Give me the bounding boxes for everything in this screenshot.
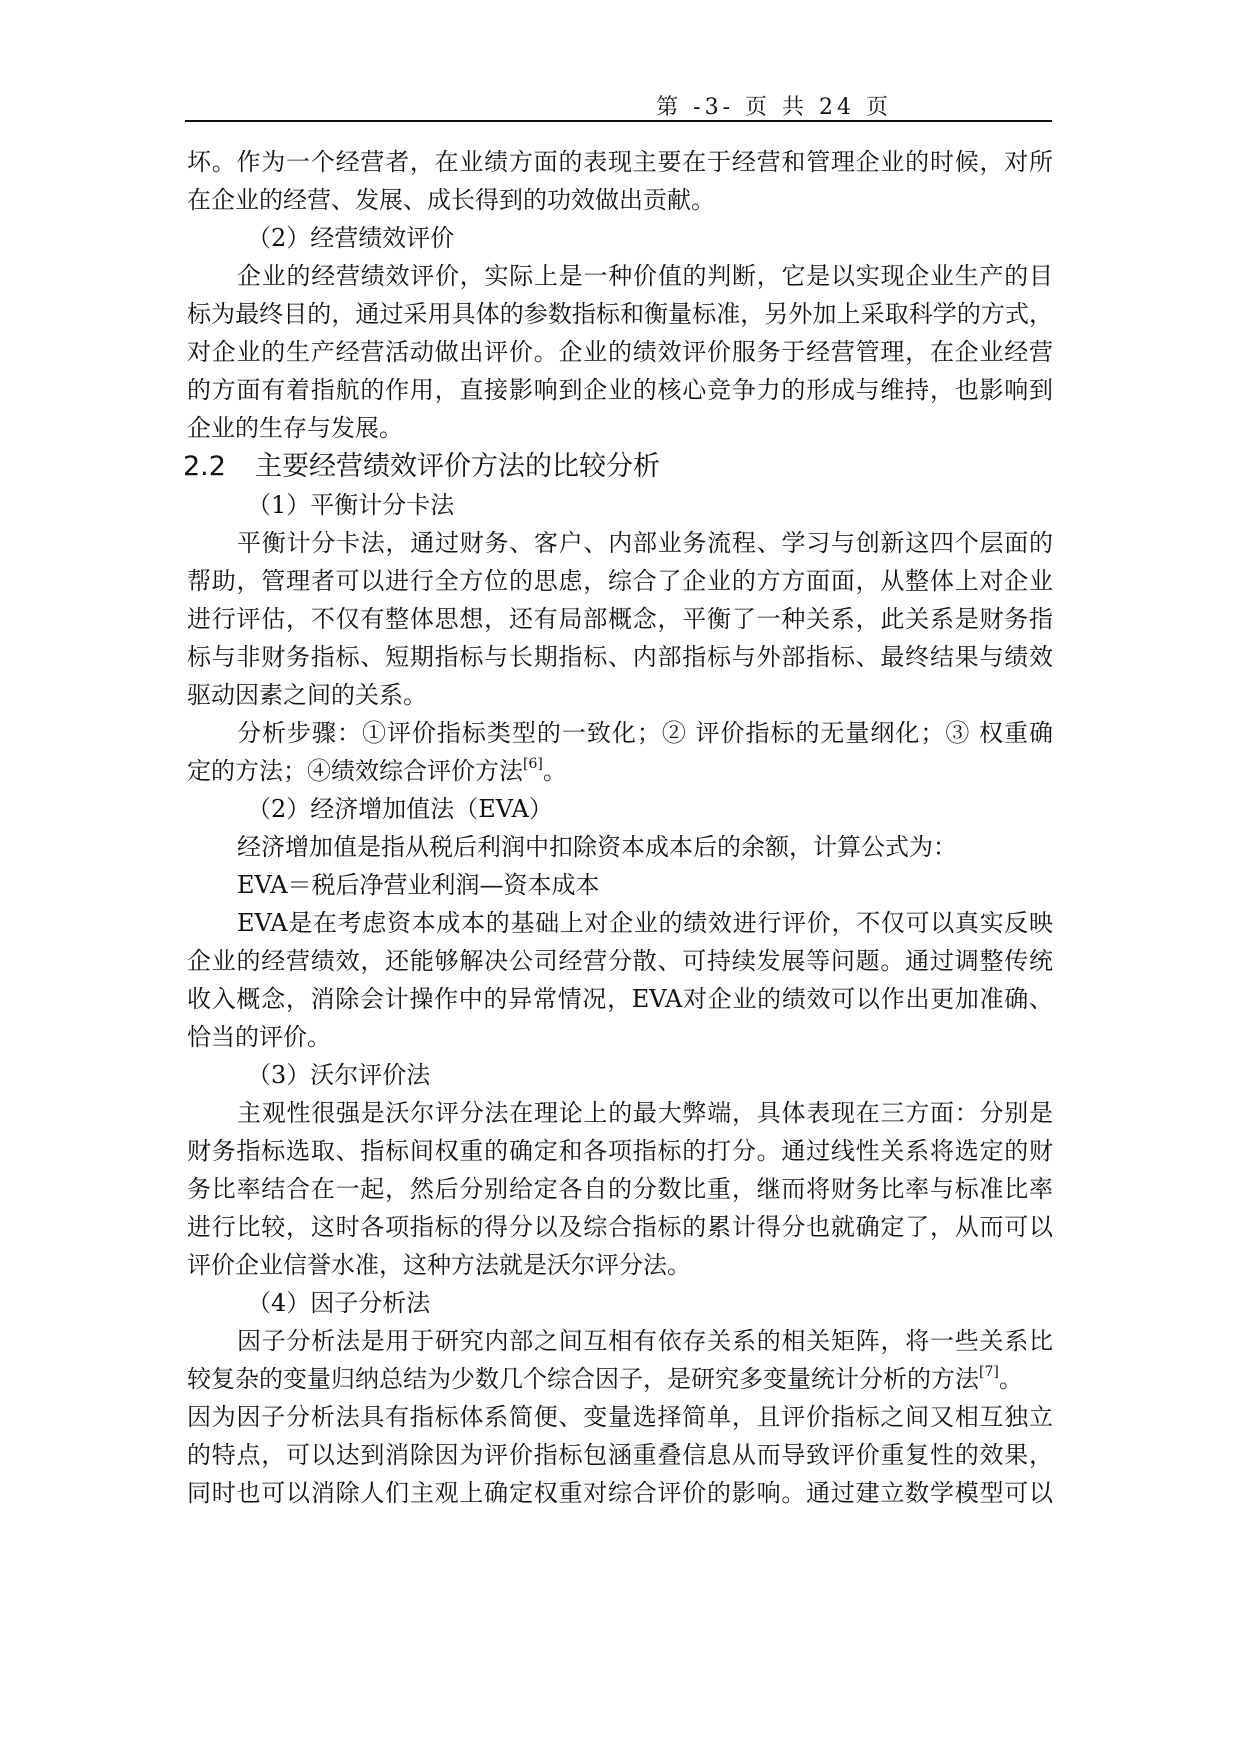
paragraph-line: 企业的生存与发展。 — [187, 414, 403, 442]
paragraph-line: 的方面有着指航的作用，直接影响到企业的核心竞争力的形成与维持，也影响到 — [187, 376, 1053, 404]
subheading-balanced-scorecard: （1）平衡计分卡法 — [247, 491, 455, 519]
subheading-wall-method: （3）沃尔评价法 — [247, 1061, 431, 1089]
paragraph-line: 经济增加值是指从税后利润中扣除资本成本后的余额，计算公式为： — [237, 833, 957, 861]
paragraph-line: 帮助，管理者可以进行全方位的思虑，综合了企业的方方面面，从整体上对企业 — [187, 567, 1053, 595]
paragraph-line: EVA是在考虑资本成本的基础上对企业的绩效进行评价，不仅可以真实反映 — [237, 909, 1053, 937]
paragraph-line: 恰当的评价。 — [187, 1023, 331, 1051]
page-number-label: 第 -3- 页 共 24 页 — [656, 95, 892, 120]
subheading-factor-analysis: （4）因子分析法 — [247, 1289, 431, 1317]
paragraph-line: 标为最终目的，通过采用具体的参数指标和衡量标准，另外加上采取科学的方式， — [187, 300, 1053, 328]
paragraph-line: 因子分析法是用于研究内部之间互相有依存关系的相关矩阵，将一些关系比 — [237, 1327, 1053, 1355]
line-text: 较复杂的变量归纳总结为少数几个综合因子，是研究多变量统计分析的方法 — [187, 1365, 979, 1393]
paragraph-line: 驱动因素之间的关系。 — [187, 681, 427, 709]
paragraph-line — [187, 1360, 1053, 1398]
line-tail: 。 — [542, 757, 567, 785]
formula-line: EVA＝税后净营业利润—资本成本 — [237, 871, 600, 899]
paragraph-line: 收入概念，消除会计操作中的异常情况，EVA对企业的绩效可以作出更加准确、 — [187, 985, 1053, 1013]
paragraph-line: 平衡计分卡法，通过财务、客户、内部业务流程、学习与创新这四个层面的 — [237, 529, 1053, 557]
paragraph-line: 主观性很强是沃尔评分法在理论上的最大弊端，具体表现在三方面：分别是 — [237, 1099, 1053, 1127]
paragraph-line — [187, 752, 1053, 790]
citation-7: [7] — [979, 1364, 999, 1380]
paragraph-line: 评价企业信誉水准，这种方法就是沃尔评分法。 — [187, 1251, 691, 1279]
paragraph-line: 分析步骤：①评价指标类型的一致化；② 评价指标的无量纲化；③ 权重确 — [237, 719, 1053, 747]
paragraph-line: 对企业的生产经营活动做出评价。企业的绩效评价服务于经营管理，在企业经营 — [187, 338, 1053, 366]
paragraph-line: 坏。作为一个经营者，在业绩方面的表现主要在于经营和管理企业的时候，对所 — [187, 148, 1053, 176]
paragraph-line: 务比率结合在一起，然后分别给定各自的分数比重，继而将财务比率与标准比率 — [187, 1175, 1053, 1203]
paragraph-line: 的特点，可以达到消除因为评价指标包涵重叠信息从而导致评价重复性的效果， — [187, 1441, 1053, 1469]
paragraph-line: 标与非财务指标、短期指标与长期指标、内部指标与外部指标、最终结果与绩效 — [187, 643, 1053, 671]
citation-6: [6] — [523, 756, 543, 772]
section-number: 2.2 — [183, 451, 226, 482]
subheading-operating-performance: （2）经营绩效评价 — [247, 224, 455, 252]
paragraph-line: 财务指标选取、指标间权重的确定和各项指标的打分。通过线性关系将选定的财 — [187, 1137, 1053, 1165]
paragraph-line: 企业的经营绩效评价，实际上是一种价值的判断，它是以实现企业生产的目 — [237, 262, 1053, 290]
paragraph-line: 企业的经营绩效，还能够解决公司经营分散、可持续发展等问题。通过调整传统 — [187, 947, 1053, 975]
line-tail: 。 — [998, 1365, 1023, 1393]
subheading-eva: （2）经济增加值法（EVA） — [247, 795, 553, 823]
paragraph-line: 进行比较，这时各项指标的得分以及综合指标的累计得分也就确定了，从而可以 — [187, 1213, 1053, 1241]
paragraph-line: 进行评估，不仅有整体思想，还有局部概念，平衡了一种关系，此关系是财务指 — [187, 605, 1053, 633]
section-heading — [183, 447, 1049, 487]
paragraph-line: 因为因子分析法具有指标体系简便、变量选择简单，且评价指标之间又相互独立 — [187, 1403, 1053, 1431]
paragraph-line: 在企业的经营、发展、成长得到的功效做出贡献。 — [187, 186, 715, 214]
page-header — [185, 84, 1052, 122]
section-title: 主要经营绩效评价方法的比较分析 — [255, 451, 660, 482]
paragraph-line: 同时也可以消除人们主观上确定权重对综合评价的影响。通过建立数学模型可以 — [187, 1479, 1053, 1507]
line-text: 定的方法；④绩效综合评价方法 — [187, 757, 523, 785]
